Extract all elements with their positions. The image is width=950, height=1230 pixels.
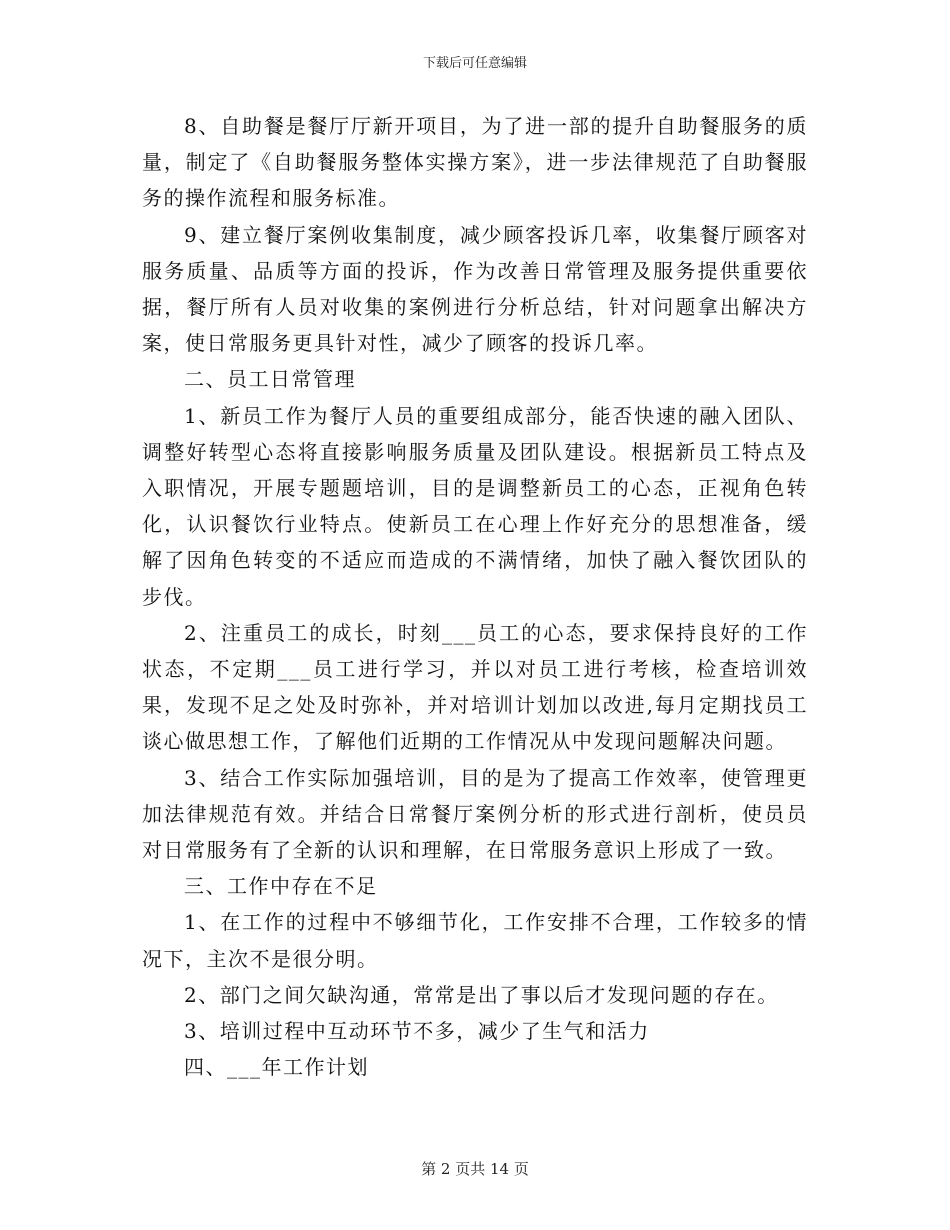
- paragraph: 1、在工作的过程中不够细节化，工作安排不合理，工作较多的情况下，主次不是很分明。: [142, 910, 808, 971]
- paragraph: 8、自助餐是餐厅厅新开项目，为了进一部的提升自助餐服务的质量，制定了《自助餐服务整体实操方案》，进一步法律规范了自助餐服务的操作流程和服务标准。: [142, 114, 808, 211]
- paragraph: 2、部门之间欠缺沟通，常常是出了事以后才发现问题的存在。: [184, 982, 779, 1007]
- paragraph: 9、建立餐厅案例收集制度，减少顾客投诉几率，收集餐厅顾客对服务质量、品质等方面的投诉，作为改善日常管理及服务提供重要依据，餐厅所有人员对收集的案例进行分析总结，针对问题拿出解决方案，使日常服务更具针对性，减少了顾客的投诉几率。: [142, 222, 808, 356]
- document-body: [142, 108, 808, 1085]
- page-number: 第 2 页共 14 页: [421, 1160, 529, 1178]
- page-header: 下载后可任意编辑: [422, 56, 527, 71]
- paragraph: 2、注重员工的成长，时刻___员工的心态，要求保持良好的工作状态，不定期___员工进行学习，并以对员工进行考核，检查培训效果，发现不足之处及时弥补，并对培训计划加以改进,每月定期找员工谈心做思想工作，了解他们近期的工作情况从中发现问题解决问题。: [142, 620, 808, 754]
- paragraph: 3、结合工作实际加强培训，目的是为了提高工作效率，使管理更加法律规范有效。并结合日常餐厅案例分析的形式进行剖析，使员员对日常服务有了全新的认识和理解，在日常服务意识上形成了一致。: [142, 765, 808, 863]
- section-heading: 四、___年工作计划: [184, 1055, 369, 1080]
- paragraph: 3、培训过程中互动环节不多，减少了生气和活力: [184, 1019, 650, 1044]
- section-heading: 二、员工日常管理: [184, 367, 356, 392]
- section-heading: 三、工作中存在不足: [184, 874, 378, 899]
- paragraph: 1、新员工作为餐厅人员的重要组成部分，能否快速的融入团队、调整好转型心态将直接影响服务质量及团队建设。根据新员工特点及入职情况，开展专题题培训，目的是调整新员工的心态，正视角色转化，认识餐饮行业特点。使新员工在心理上作好充分的思想准备，缓解了因角色转变的不适应而造成的不满情绪，加快了融入餐饮团队的步伐。: [142, 403, 808, 609]
